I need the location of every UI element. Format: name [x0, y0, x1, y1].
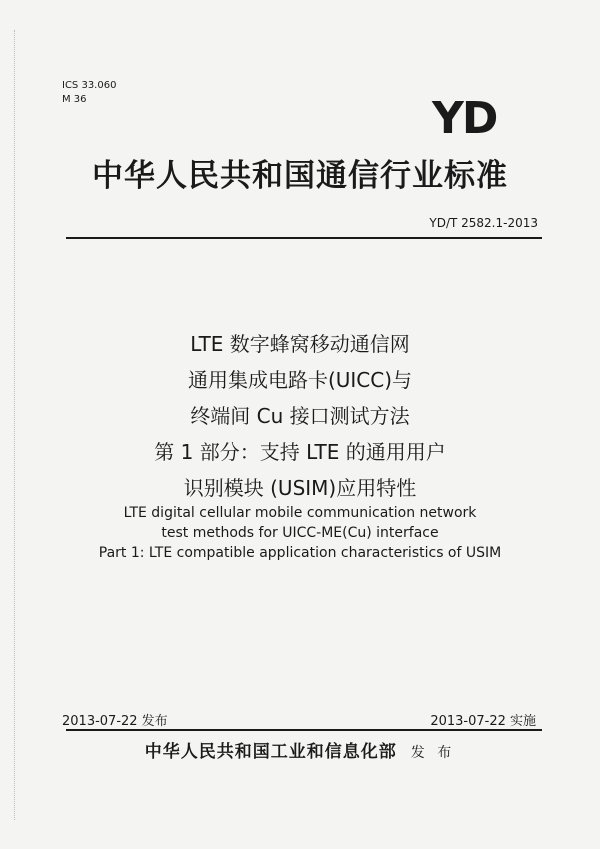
footer-divider [66, 729, 542, 731]
publisher-name: 中华人民共和国工业和信息化部 [144, 742, 397, 762]
chinese-title [0, 326, 600, 506]
publisher-line [0, 737, 600, 762]
implementation-date: 2013-07-22 实施 [430, 714, 536, 729]
english-title-line: test methods for UICC-ME(Cu) interface [161, 525, 439, 541]
english-title-line: LTE digital cellular mobile communication network [123, 505, 477, 521]
yd-logo: YD [432, 93, 497, 144]
chinese-title-line: 第 1 部分：支持 LTE 的通用用户 [154, 440, 446, 464]
english-title-line: Part 1: LTE compatible application characteristics of USIM [98, 545, 502, 561]
chinese-title-line: LTE 数字蜂窝移动通信网 [190, 332, 410, 356]
issue-date: 2013-07-22 发布 [62, 714, 168, 729]
header-divider [66, 237, 542, 239]
ics-code: ICS 33.060 [62, 80, 117, 91]
standard-category-title: 中华人民共和国通信行业标准 [92, 158, 508, 194]
english-title [0, 503, 600, 563]
ccs-code: M 36 [62, 94, 87, 105]
classification-codes [62, 79, 116, 107]
chinese-title-line: 终端间 Cu 接口测试方法 [190, 404, 410, 428]
chinese-title-line: 识别模块 (USIM)应用特性 [183, 476, 417, 500]
standard-number: YD/T 2582.1-2013 [429, 216, 538, 230]
chinese-title-line: 通用集成电路卡(UICC)与 [187, 368, 413, 392]
publish-action: 发 布 [410, 745, 456, 761]
